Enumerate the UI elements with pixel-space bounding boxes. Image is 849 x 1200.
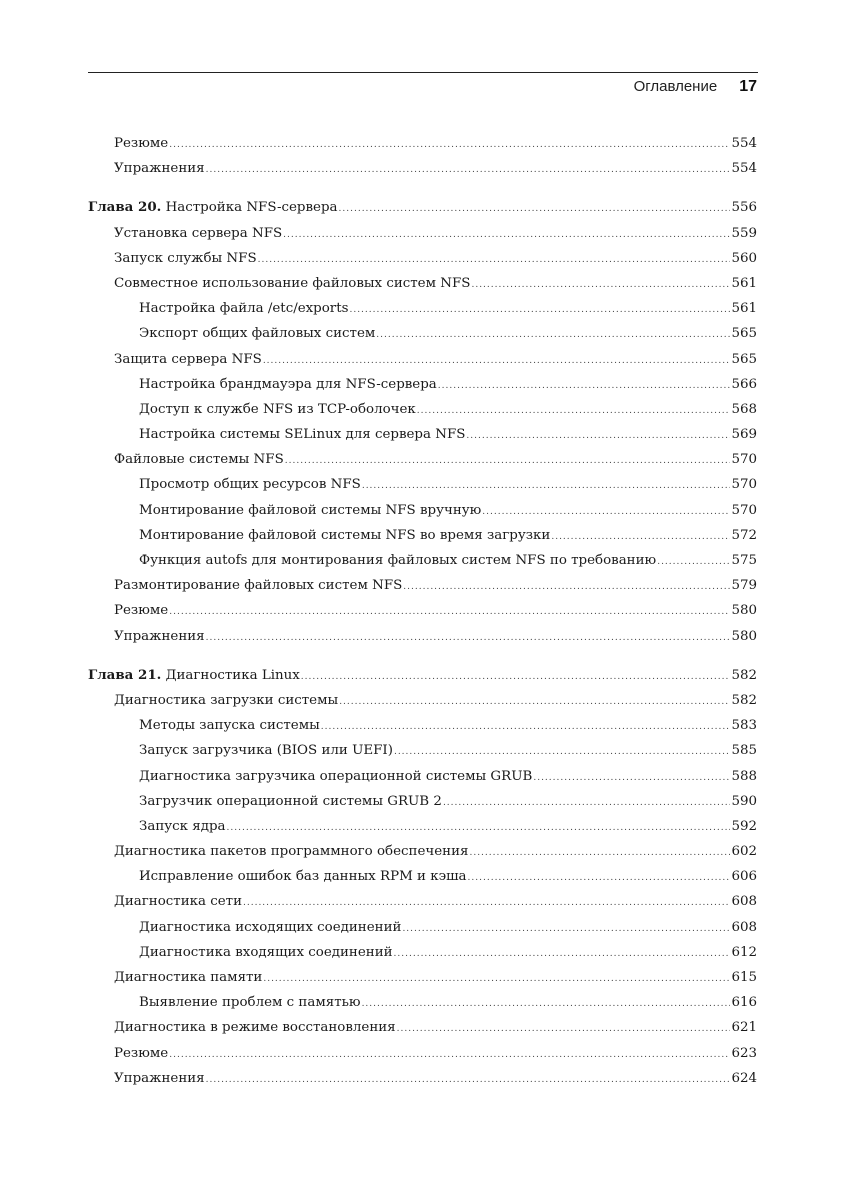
toc-entry-title [114, 889, 242, 914]
toc-entry [88, 814, 757, 839]
running-header [634, 78, 757, 96]
toc-page-number: 602 [731, 844, 757, 860]
toc-entry-title [139, 864, 467, 889]
entry-title-text: Настройка брандмауэра для NFS-сервера [139, 376, 437, 392]
entry-title-text: Диагностика исходящих соединений [139, 919, 402, 935]
toc-page-number: 570 [731, 452, 757, 468]
toc-page-number: 590 [731, 793, 757, 809]
toc-entry-title [139, 990, 361, 1015]
dot-leader [402, 917, 730, 942]
toc-entry-title [114, 156, 205, 181]
toc-entry [88, 296, 757, 321]
toc-entry [88, 688, 757, 713]
dot-leader [471, 273, 730, 298]
toc-entry-title [139, 498, 481, 523]
entry-title-text: Монтирование файловой системы NFS вручную [139, 502, 482, 518]
toc-entry [88, 472, 757, 497]
toc-entry-title [114, 246, 257, 271]
dot-leader [169, 600, 730, 625]
toc-entry [88, 839, 757, 864]
toc-page-number: 621 [731, 1020, 757, 1036]
toc-entry-title [114, 839, 468, 864]
toc-entry-title [88, 663, 300, 688]
dot-leader [397, 1017, 731, 1042]
entry-title-text: Просмотр общих ресурсов NFS [139, 477, 361, 493]
toc-entry-title [114, 1041, 168, 1066]
toc-page-number: 624 [731, 1070, 757, 1086]
toc-page-number: 554 [731, 136, 757, 151]
toc-page-number: 561 [731, 275, 757, 291]
entry-title-text: Методы запуска системы [139, 718, 320, 734]
dot-leader [376, 323, 730, 348]
dot-leader [394, 942, 731, 967]
toc-entry [88, 523, 757, 548]
entry-title-text: Защита сервера NFS [114, 351, 262, 367]
toc-page-number: 565 [731, 351, 757, 367]
toc-page-number: 592 [731, 818, 757, 834]
dot-leader [438, 374, 731, 399]
entry-title-text: Файловые системы NFS [114, 452, 284, 468]
toc-entry-title [139, 296, 348, 321]
toc-entry-title [139, 713, 320, 738]
toc-entry [88, 1041, 757, 1066]
toc-entry [88, 131, 757, 156]
toc-page-number: 588 [731, 768, 757, 784]
dot-leader [301, 665, 731, 690]
toc-entry [88, 422, 757, 447]
dot-leader [258, 248, 731, 273]
dot-leader [469, 841, 730, 866]
toc-entry [88, 447, 757, 472]
toc-page-number: 556 [731, 200, 757, 216]
entry-title-text: Резюме [114, 1045, 169, 1061]
dot-leader [169, 1043, 730, 1068]
toc-entry [88, 372, 757, 397]
dot-leader [263, 967, 730, 992]
entry-title-text: Размонтирование файловых систем NFS [114, 578, 403, 594]
toc-entry-title [139, 422, 465, 447]
toc-chapter-entry [88, 195, 757, 220]
toc-page-number: 559 [731, 225, 757, 241]
toc-entry [88, 321, 757, 346]
toc-entry [88, 246, 757, 271]
toc-page-number: 580 [731, 628, 757, 644]
toc-page-number: 582 [731, 667, 757, 683]
entry-title-text: Запуск службы NFS [114, 250, 257, 266]
toc-page-number: 580 [731, 603, 757, 619]
toc-page-number: 612 [731, 944, 757, 960]
entry-title-text: Функция autofs для монтирования файловых систем NFS по требованию [139, 553, 657, 568]
toc-entry [88, 713, 757, 738]
toc-entry [88, 965, 757, 990]
toc-page-number: 568 [731, 401, 757, 417]
toc-entry [88, 764, 757, 789]
toc-page-number: 616 [731, 995, 757, 1011]
entry-title-text: Упражнения [114, 161, 205, 177]
toc-entry-title [114, 347, 262, 372]
toc-entry-title [114, 1066, 205, 1091]
entry-title-text: Резюме [114, 603, 169, 619]
toc-page-number: 561 [731, 301, 757, 317]
toc-entry-title [114, 131, 168, 156]
dot-leader [443, 791, 731, 816]
entry-title-text: Совместное использование файловых систем NFS [114, 275, 471, 291]
toc-entry [88, 915, 757, 940]
toc-entry-title [139, 738, 393, 763]
toc-page-number: 579 [731, 578, 757, 594]
dot-leader [206, 158, 731, 183]
toc-entry-title [139, 397, 416, 422]
toc-page-number: 608 [731, 919, 757, 935]
entry-title-text: Настройка NFS-сервера [165, 200, 338, 216]
entry-title-text: Запуск ядра [139, 818, 226, 834]
dot-leader [285, 449, 731, 474]
entry-title-text: Упражнения [114, 628, 205, 644]
dot-leader [657, 550, 730, 575]
toc-entry-title [88, 195, 338, 220]
toc-entry-title [114, 447, 284, 472]
chapter-number: Глава 21. [88, 666, 162, 683]
dot-leader [394, 740, 730, 765]
toc-page-number: 615 [731, 970, 757, 985]
toc-entry-title [114, 624, 205, 649]
toc-entry [88, 889, 757, 914]
toc-entry [88, 156, 757, 181]
toc-entry-title [139, 940, 393, 965]
table-of-contents [88, 131, 757, 1091]
dot-leader [349, 298, 730, 323]
toc-entry [88, 1015, 757, 1040]
toc-entry [88, 548, 757, 573]
dot-leader [533, 766, 730, 791]
entry-title-text: Диагностика загрузчика операционной системы GRUB [139, 768, 533, 784]
dot-leader [227, 816, 731, 841]
entry-title-text: Диагностика входящих соединений [139, 944, 393, 960]
toc-page-number: 570 [731, 477, 757, 493]
dot-leader [362, 992, 731, 1017]
toc-page-number: 572 [731, 527, 757, 543]
toc-chapter-entry [88, 663, 757, 688]
header-rule [88, 72, 758, 73]
toc-entry [88, 738, 757, 763]
page-number: 17 [739, 78, 757, 95]
toc-entry-title [139, 523, 550, 548]
entry-title-text: Диагностика сети [114, 894, 242, 910]
toc-entry [88, 498, 757, 523]
entry-title-text: Доступ к службе NFS из TCP-оболочек [139, 401, 416, 417]
dot-leader [339, 690, 730, 715]
entry-title-text: Экспорт общих файловых систем [139, 326, 376, 342]
toc-entry [88, 221, 757, 246]
entry-title-text: Настройка системы SELinux для сервера NFS [139, 427, 466, 443]
entry-title-text: Монтирование файловой системы NFS во время загрузки [139, 527, 551, 543]
toc-page-number: 575 [731, 553, 757, 568]
toc-page-number: 566 [731, 376, 757, 392]
toc-entry [88, 990, 757, 1015]
entry-title-text: Диагностика загрузки системы [114, 692, 339, 708]
toc-page-number: 583 [731, 718, 757, 734]
dot-leader [466, 424, 730, 449]
running-header-title: Оглавление [633, 78, 718, 95]
entry-title-text: Диагностика в режиме восстановления [114, 1020, 396, 1036]
toc-entry-title [139, 472, 361, 497]
toc-page-number: 569 [731, 427, 757, 443]
toc-entry-title [114, 598, 168, 623]
entry-title-text: Запуск загрузчика (BIOS или UEFI) [139, 743, 393, 759]
chapter-number: Глава 20. [88, 199, 162, 216]
toc-entry-title [139, 789, 442, 814]
toc-entry-title [139, 372, 437, 397]
toc-entry [88, 397, 757, 422]
entry-title-text: Диагностика памяти [114, 970, 263, 985]
toc-entry-title [114, 271, 470, 296]
dot-leader [243, 891, 730, 916]
toc-entry-title [114, 1015, 396, 1040]
toc-entry [88, 789, 757, 814]
toc-entry [88, 573, 757, 598]
toc-entry-title [139, 548, 656, 573]
toc-entry [88, 940, 757, 965]
dot-leader [321, 715, 731, 740]
toc-entry-title [114, 965, 262, 990]
toc-entry-title [114, 221, 282, 246]
toc-page-number: 606 [731, 869, 757, 885]
dot-leader [417, 399, 731, 424]
dot-leader [283, 223, 730, 248]
entry-title-text: Резюме [114, 136, 169, 151]
dot-leader [403, 575, 730, 600]
toc-entry [88, 347, 757, 372]
toc-page-number: 570 [731, 502, 757, 518]
dot-leader [169, 133, 730, 158]
entry-title-text: Загрузчик операционной системы GRUB 2 [139, 793, 442, 809]
toc-entry-title [139, 814, 226, 839]
entry-title-text: Выявление проблем с памятью [139, 995, 361, 1011]
entry-title-text: Диагностика Linux [165, 667, 300, 683]
entry-title-text: Установка сервера NFS [114, 225, 283, 241]
dot-leader [206, 1068, 731, 1093]
entry-title-text: Упражнения [114, 1070, 205, 1086]
entry-title-text: Исправление ошибок баз данных RPM и кэша [139, 869, 467, 885]
toc-page-number: 565 [731, 326, 757, 342]
toc-entry [88, 864, 757, 889]
toc-entry-title [114, 573, 402, 598]
dot-leader [263, 349, 731, 374]
toc-page-number: 623 [731, 1045, 757, 1061]
dot-leader [362, 474, 731, 499]
toc-page-number: 582 [731, 692, 757, 708]
dot-leader [551, 525, 730, 550]
toc-page-number: 608 [731, 894, 757, 910]
toc-entry [88, 624, 757, 649]
entry-title-text: Настройка файла /etc/exports [139, 301, 349, 317]
toc-entry-title [114, 688, 338, 713]
toc-entry [88, 1066, 757, 1091]
toc-entry [88, 271, 757, 296]
toc-page-number: 585 [731, 743, 757, 759]
entry-title-text: Диагностика пакетов программного обеспечения [114, 844, 469, 860]
dot-leader [482, 500, 730, 525]
dot-leader [206, 626, 731, 651]
dot-leader [468, 866, 731, 891]
toc-page-number: 554 [731, 161, 757, 177]
toc-entry-title [139, 321, 375, 346]
toc-entry [88, 598, 757, 623]
toc-entry-title [139, 764, 532, 789]
dot-leader [339, 197, 731, 222]
toc-entry-title [139, 915, 401, 940]
toc-page-number: 560 [731, 250, 757, 266]
